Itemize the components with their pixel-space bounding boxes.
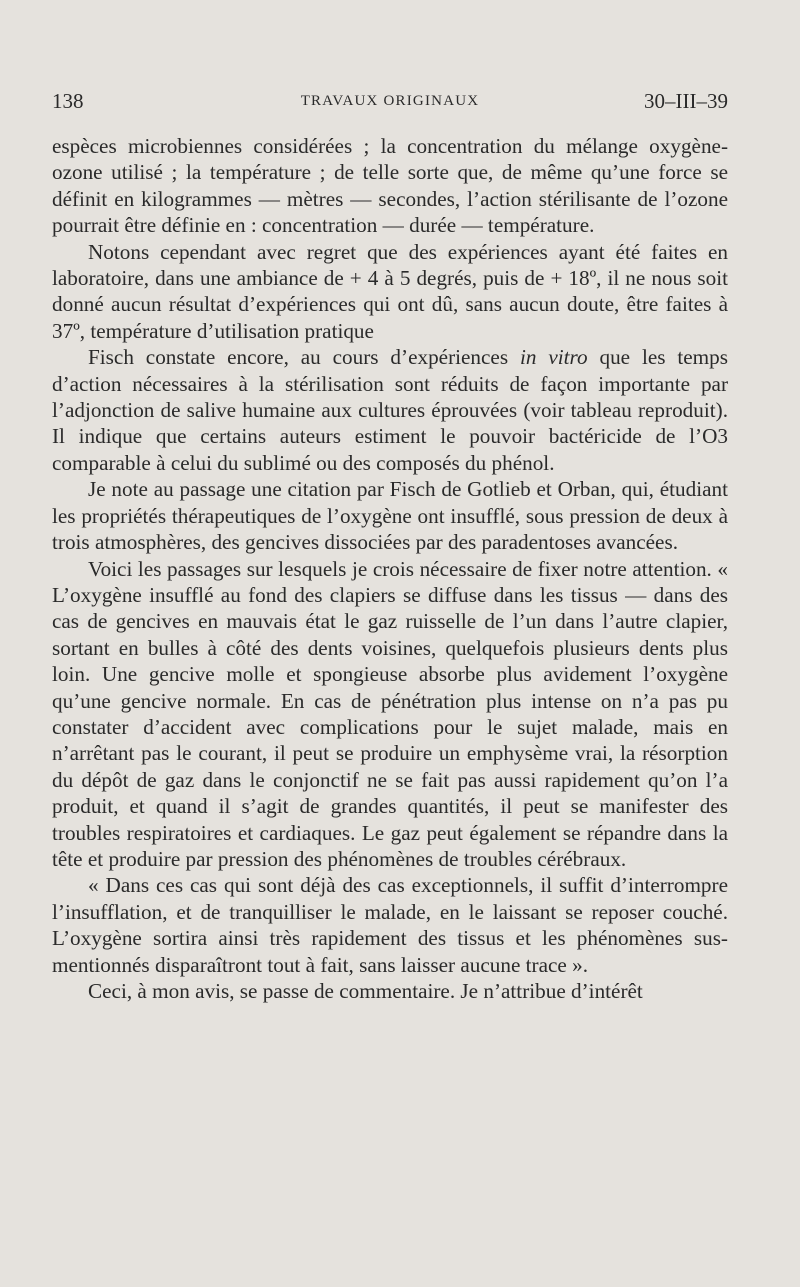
paragraph-2 <box>52 239 728 345</box>
paragraph-text: « Dans ces cas qui sont déjà des cas exceptionnels, il suffit d’interrompre l’insufflation, et de tranquilliser le malade, en le laissant se reposer couché. L’oxygène sortira ainsi très rapidement des tissus et les phénomènes sus-mentionnés disparaîtront tout à fait, sans laisser aucune trace ». <box>52 873 728 977</box>
body-text <box>52 133 728 1004</box>
paragraph-text: que les temps d’action nécessaires à la stérilisation sont réduits de façon importante par l’adjonction de salive humaine aux cultures éprouvées (voir tableau reproduit). Il indique que certains auteurs estiment le pouvoir bactéricide de l’O3 comparable à celui du sublimé ou des composés du phénol. <box>52 345 728 475</box>
paragraph-1 <box>52 133 728 239</box>
issue-date: 30–III–39 <box>644 89 728 113</box>
page-number: 138 <box>52 89 84 113</box>
running-head <box>52 86 728 116</box>
paragraph-3 <box>52 344 728 476</box>
paragraph-text: Ceci, à mon avis, se passe de commentaire. Je n’attribue d’intérêt <box>88 979 643 1003</box>
paragraph-text: Fisch constate encore, au cours d’expériences <box>88 345 520 370</box>
paragraph-text: Notons cependant avec regret que des expériences ayant été faites en laboratoire, dans une ambiance de + 4 à 5 degrés, puis de + 18º, il ne nous soit donné aucun résultat d’expériences qui ont dû, sans aucun doute, être faites à 37º, température d’utilisation pratique <box>52 239 728 343</box>
paragraph-6 <box>52 872 728 978</box>
italic-term: in vitro <box>519 345 588 370</box>
paragraph-text: Je note au passage une citation par Fisch de Gotlieb et Orban, qui, étudiant les propriétés thérapeutiques de l’oxygène ont insufflé, sous pression de deux à trois atmosphères, des gencives dissociées par des paradentoses avancées. <box>52 477 728 555</box>
paragraph-4 <box>52 476 728 555</box>
running-title: TRAVAUX ORIGINAUX <box>300 93 480 109</box>
paragraph-text: Voici les passages sur lesquels je crois nécessaire de fixer notre attention. « L’oxygène insufflé au fond des clapiers se diffuse dans les tissus — dans des cas de gencives en mauvais état le gaz ruisselle de l’un dans l’autre clapier, sortant en bulles à côté des dents voisines, quelquefois plusieurs dents plus loin. Une gencive molle et spongieuse absorbe plus avidement l’oxygène qu’une gencive normale. En cas de pénétration plus intense on n’a pas pu constater d’accident avec complications pour le sujet malade, mais en n’arrêtant pas le courant, il peut se produire un emphysème vrai, la résorption du dépôt de gaz dans le conjonctif ne se fait pas aussi rapidement qu’on l’a produit, et quand il s’agit de grandes quantités, il peut se manifester des troubles respiratoires et cardiaques. Le gaz peut également se répandre dans la tête et produire par pression des phénomènes de troubles cérébraux. <box>52 556 728 871</box>
paragraph-5 <box>52 556 728 873</box>
paragraph-text: espèces microbiennes considérées ; la concentration du mélange oxygène-ozone utilisé ; la température ; de telle sorte que, de même qu’une force se définit en kilogrammes — mètres — secondes, l’action stérilisante de l’ozone pourrait être définie en : concentration — durée — température. <box>52 134 728 238</box>
paragraph-7 <box>52 978 728 1004</box>
